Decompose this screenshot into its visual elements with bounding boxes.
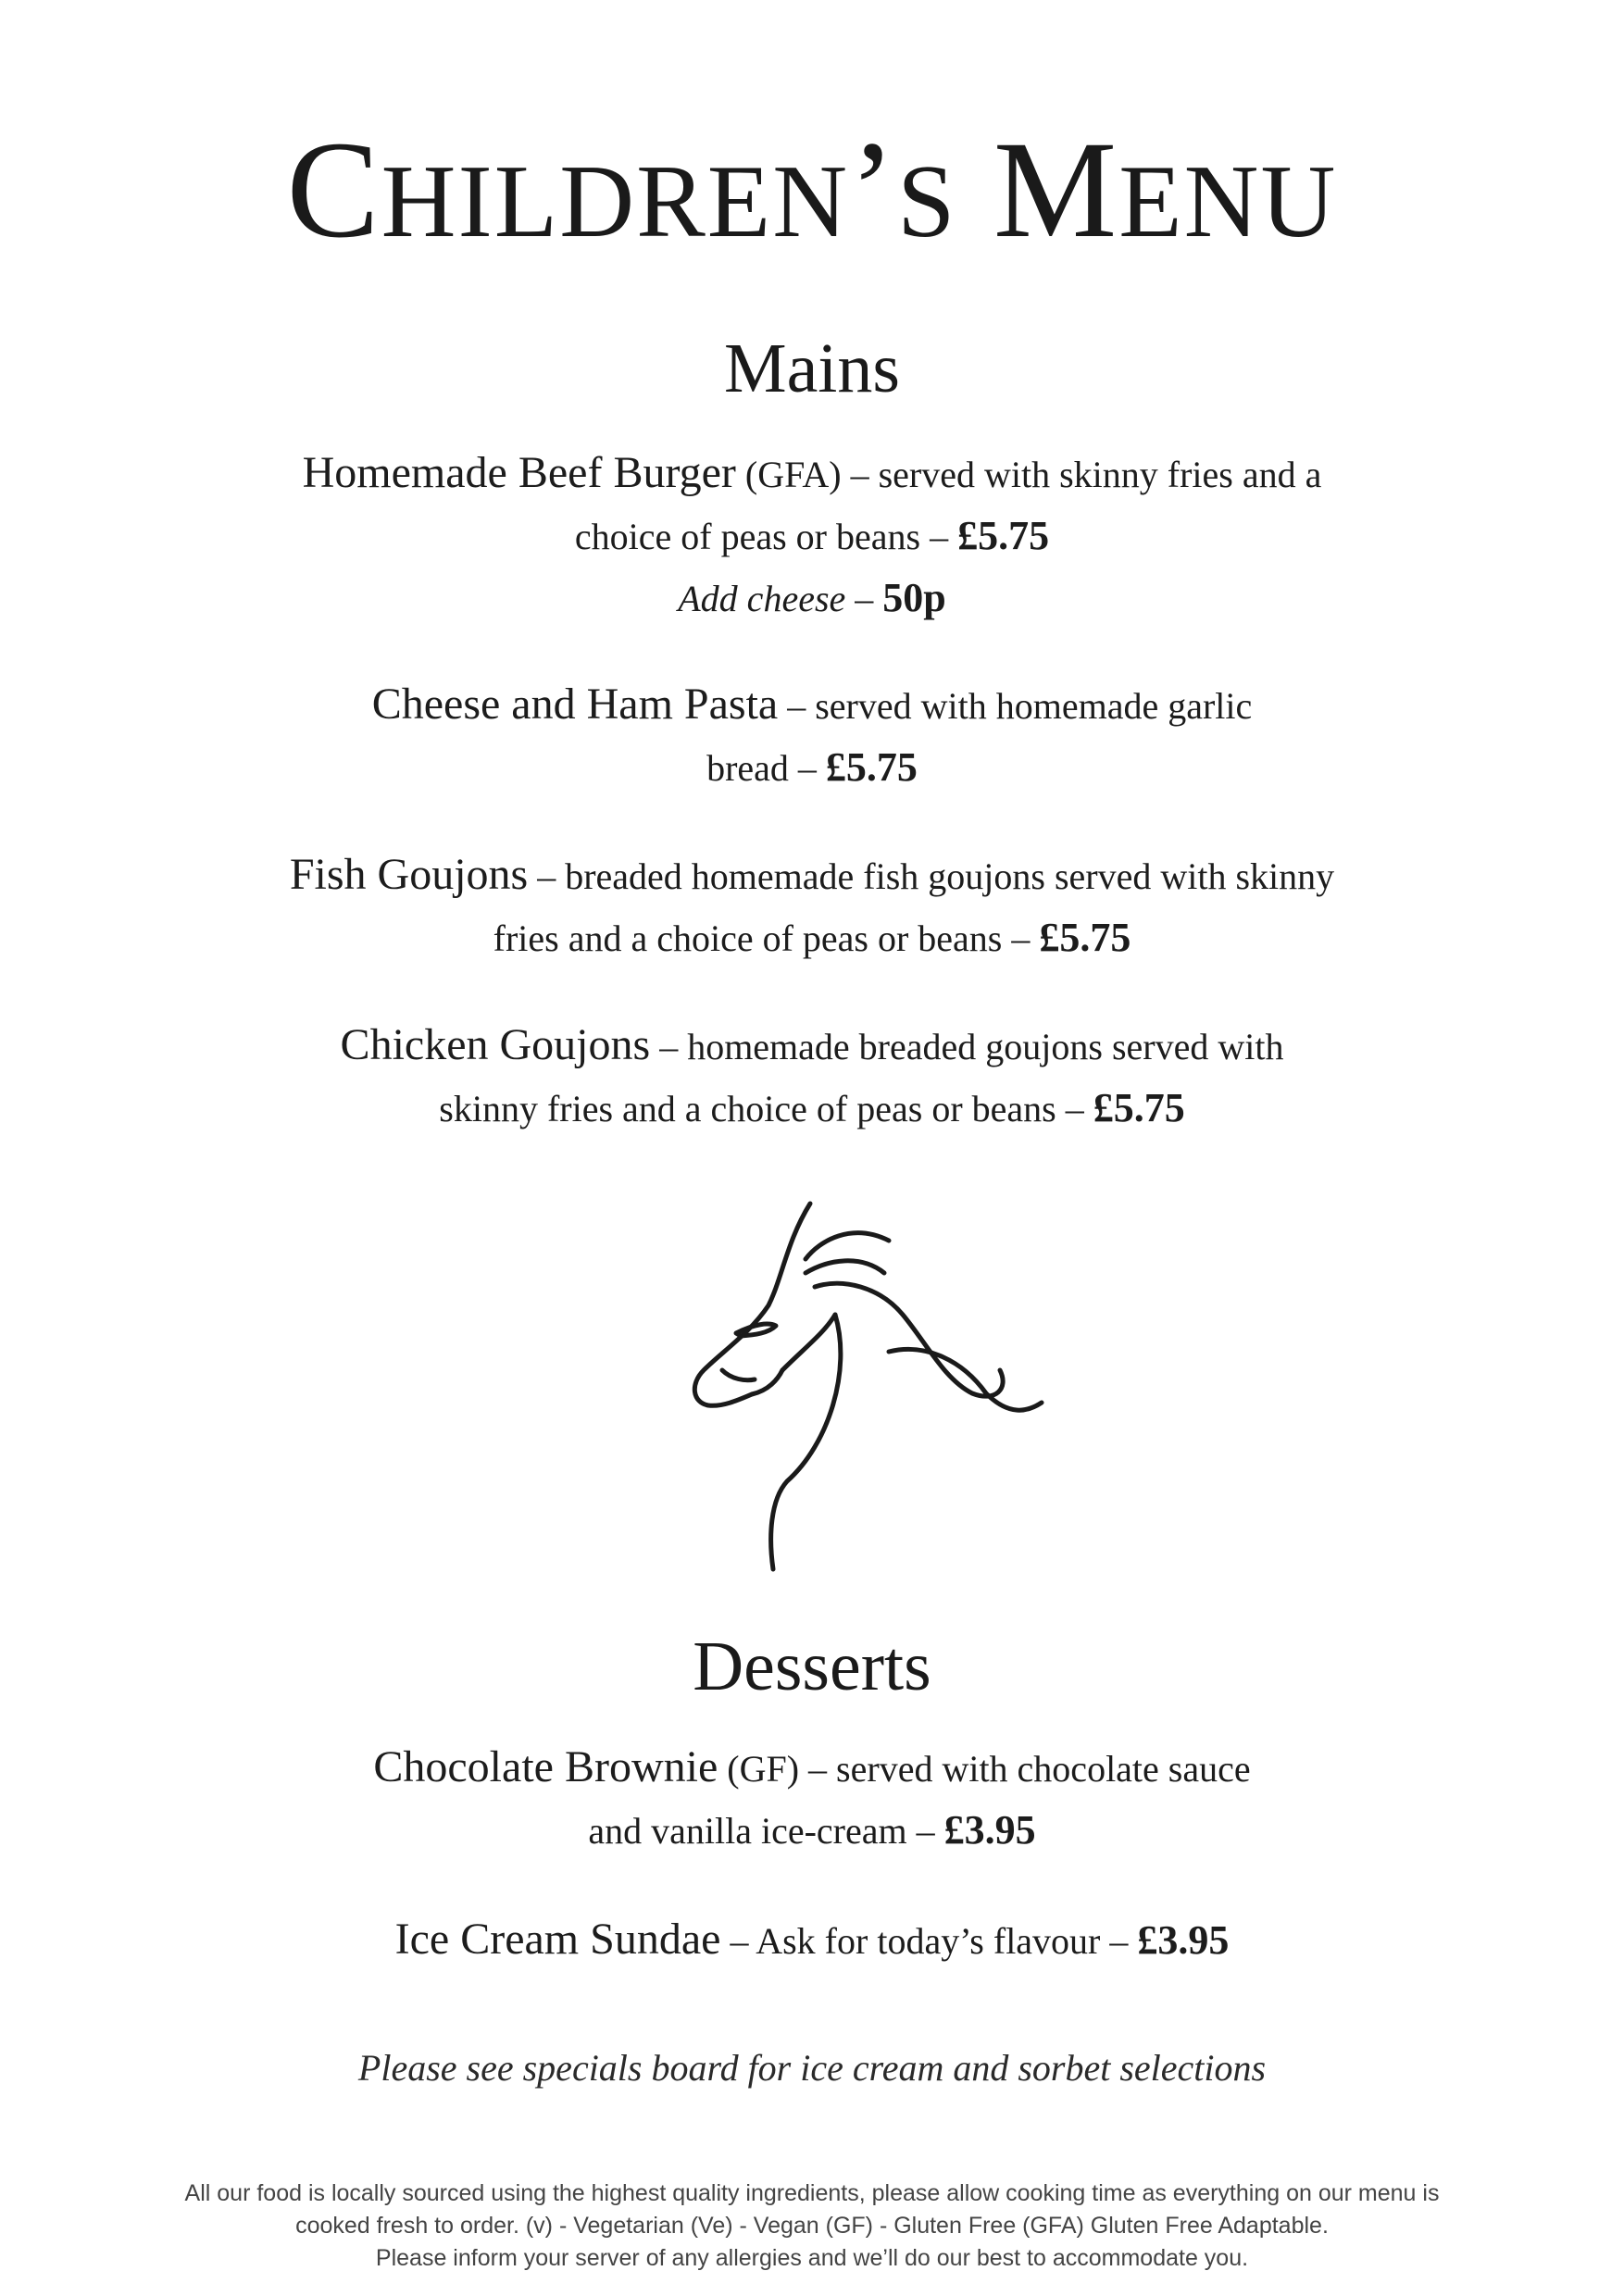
item-description: – served with homemade garlic — [778, 685, 1253, 727]
item-description: fries and a choice of peas or beans – — [493, 917, 1040, 959]
item-name: Chocolate Brownie — [373, 1742, 718, 1791]
item-description: – homemade breaded goujons served with — [650, 1026, 1284, 1067]
menu-item-ice-cream-sundae — [185, 1909, 1439, 1972]
item-price: £3.95 — [943, 1807, 1036, 1853]
menu-item-cheese-ham-pasta — [185, 674, 1439, 799]
item-price: £5.75 — [1093, 1085, 1185, 1130]
item-description: bread – — [706, 747, 826, 789]
desserts-heading: Desserts — [693, 1628, 931, 1705]
footer-line: cooked fresh to order. (v) - Vegetarian (Ve) - Vegan (GF) - Gluten Free (GFA) Gluten Free Adaptable. — [295, 2213, 1329, 2239]
mains-heading: Mains — [724, 330, 900, 407]
item-price: £5.75 — [825, 744, 918, 790]
menu-item-chocolate-brownie — [185, 1737, 1439, 1862]
item-price: £3.95 — [1137, 1917, 1230, 1963]
item-name: Fish Goujons — [289, 850, 529, 899]
page-title: CHILDREN’S MENU — [286, 113, 1338, 267]
menu-item-chicken-goujons — [185, 1015, 1439, 1140]
item-description: – served with chocolate sauce — [799, 1748, 1251, 1790]
specials-note: Please see specials board for ice cream and sorbet selections — [357, 2047, 1267, 2089]
item-name: Homemade Beef Burger — [302, 448, 736, 497]
menu-item-fish-goujons — [185, 844, 1439, 969]
addon-label: Add cheese – — [678, 578, 883, 619]
horse-head-icon — [667, 1185, 1056, 1574]
item-name: Cheese and Ham Pasta — [371, 680, 779, 729]
footer-line: Please inform your server of any allergies and we’ll do our best to accommodate you. — [375, 2245, 1249, 2271]
item-description: – served with skinny fries and a — [841, 454, 1322, 495]
footer-line: All our food is locally sourced using the highest quality ingredients, please allow cooking time as everything on our menu is — [184, 2180, 1440, 2206]
item-description: – Ask for today’s flavour – — [720, 1920, 1138, 1962]
item-tag: (GF) — [718, 1748, 800, 1790]
menu-item-beef-burger — [185, 443, 1439, 630]
item-description: choice of peas or beans – — [574, 516, 958, 557]
item-description: skinny fries and a choice of peas or beans – — [439, 1088, 1093, 1129]
item-price: £5.75 — [957, 513, 1050, 558]
item-description: and vanilla ice-cream – — [588, 1810, 944, 1852]
item-tag: (GFA) — [735, 454, 842, 495]
item-description: – breaded homemade fish goujons served with skinny — [528, 855, 1335, 897]
item-name: Chicken Goujons — [340, 1020, 651, 1069]
footer-notice — [65, 2177, 1559, 2275]
item-name: Ice Cream Sundae — [394, 1915, 721, 1964]
item-price: £5.75 — [1039, 915, 1131, 960]
addon-price: 50p — [882, 575, 946, 620]
